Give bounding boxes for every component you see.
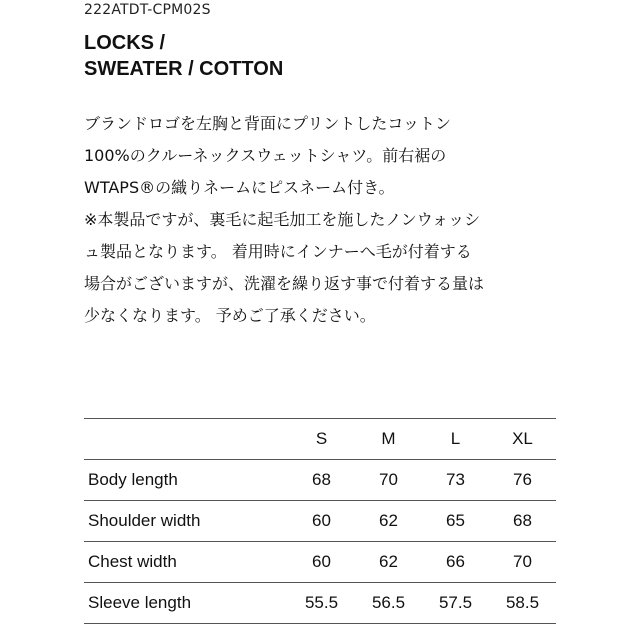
product-description <box>84 108 564 332</box>
row-label-body-length: Body length <box>84 460 288 501</box>
table-row <box>84 501 556 542</box>
size-header-m: M <box>355 419 422 460</box>
table-cell: 55.5 <box>288 583 355 624</box>
table-row <box>84 542 556 583</box>
table-cell: 68 <box>489 501 556 542</box>
size-table <box>84 418 556 624</box>
size-header-s: S <box>288 419 355 460</box>
row-label-sleeve-length: Sleeve length <box>84 583 288 624</box>
product-code: 222ATDT-CPM02S <box>84 2 211 18</box>
table-cell: 70 <box>355 460 422 501</box>
description-line: ※本製品ですが、裏毛に起毛加工を施したノンウォッシ <box>84 210 481 229</box>
size-header-row <box>84 419 556 460</box>
size-header-l: L <box>422 419 489 460</box>
table-cell: 73 <box>422 460 489 501</box>
product-title-line: LOCKS / <box>84 32 166 54</box>
description-line: WTAPS®の織りネームにピスネーム付き。 <box>84 178 395 197</box>
table-cell: 62 <box>355 542 422 583</box>
table-cell: 56.5 <box>355 583 422 624</box>
description-line: 少なくなります。 予めご了承ください。 <box>84 306 376 325</box>
product-title <box>84 30 283 82</box>
table-cell: 76 <box>489 460 556 501</box>
table-cell: 60 <box>288 542 355 583</box>
table-cell: 60 <box>288 501 355 542</box>
table-cell: 57.5 <box>422 583 489 624</box>
description-line: 場合がございますが、洗濯を繰り返す事で付着する量は <box>84 274 485 293</box>
description-line: ブランドロゴを左胸と背面にプリントしたコットン <box>84 114 452 133</box>
table-cell: 70 <box>489 542 556 583</box>
table-cell: 58.5 <box>489 583 556 624</box>
size-header-blank <box>84 419 288 460</box>
table-cell: 68 <box>288 460 355 501</box>
table-cell: 62 <box>355 501 422 542</box>
row-label-chest-width: Chest width <box>84 542 288 583</box>
row-label-shoulder-width: Shoulder width <box>84 501 288 542</box>
size-header-xl: XL <box>489 419 556 460</box>
table-row <box>84 460 556 501</box>
table-row <box>84 583 556 624</box>
description-line: 100%のクルーネックスウェットシャツ。前右裾の <box>84 146 447 165</box>
table-cell: 66 <box>422 542 489 583</box>
description-line: ュ製品となります。 着用時にインナーへ毛が付着する <box>84 242 472 261</box>
table-cell: 65 <box>422 501 489 542</box>
product-title-line: SWEATER / COTTON <box>84 58 284 80</box>
